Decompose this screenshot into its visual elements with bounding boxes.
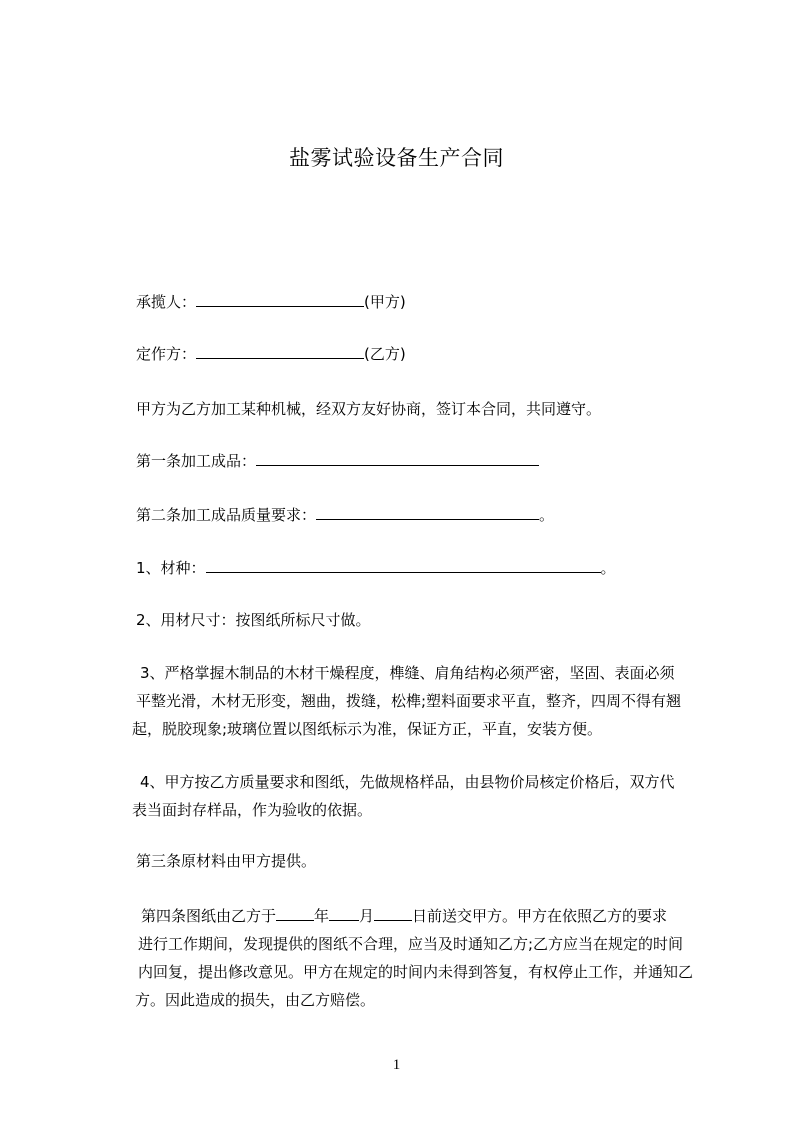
item3-paragraph [132, 659, 716, 743]
item4-line1: 4、甲方按乙方质量要求和图纸，先做规格样品，由县物价局核定价格后，双方代 [140, 773, 675, 791]
contractor-label: 承揽人： [136, 293, 197, 311]
article4-year: 年 [314, 907, 330, 925]
orderer-suffix: (乙方) [364, 345, 406, 363]
intro-text: 甲方为乙方加工某种机械，经双方友好协商，签订本合同，共同遵守。 [136, 400, 602, 418]
orderer-blank [196, 344, 364, 359]
article4-line3: 内回复，提出修改意见。甲方在规定的时间内未得到答复，有权停止工作，并通知乙 [138, 963, 694, 981]
contractor-blank [196, 292, 364, 307]
item3-line3: 起，脱胶现象;玻璃位置以图纸标示为准，保证方正，平直，安装方便。 [132, 720, 603, 738]
item3-line2: 平整光滑，木材无形变，翘曲，拨缝，松榫;塑料面要求平直，整齐，四周不得有翘 [136, 692, 682, 710]
article2-suffix: 。 [539, 506, 555, 524]
article4-month: 月 [359, 907, 375, 925]
item1-label: 1、材种： [136, 559, 206, 577]
item1-blank [206, 558, 601, 573]
item1-line [136, 557, 616, 579]
contractor-line [136, 291, 406, 313]
item4-line2: 表当面封存样品，作为验收的依据。 [132, 801, 373, 819]
article4-line4: 方。因此造成的损失，由乙方赔偿。 [135, 991, 376, 1009]
orderer-line [136, 343, 406, 365]
article4-day-blank [374, 906, 412, 921]
article4-paragraph [136, 902, 716, 1014]
article2-label: 第二条加工成品质量要求： [136, 506, 317, 524]
item2-text: 2、用材尺寸：按图纸所标尺寸做。 [136, 611, 371, 629]
article4-day-rest: 日前送交甲方。甲方在依照乙方的要求 [412, 907, 668, 925]
item3-line1: 3、严格掌握木制品的木材干燥程度，榫缝、肩角结构必须严密，坚固、表面必须 [140, 664, 675, 682]
article1-line [136, 450, 539, 472]
orderer-label: 定作方： [136, 345, 197, 363]
contract-title: 盐雾试验设备生产合同 [289, 146, 504, 170]
article3-text: 第三条原材料由甲方提供。 [136, 852, 317, 870]
article2-line [136, 504, 554, 526]
article1-blank [256, 451, 539, 466]
article4-line1 [136, 902, 716, 930]
page-number: 1 [392, 1057, 401, 1073]
article4-line2: 进行工作期间，发现提供的图纸不合理，应当及时通知乙方;乙方应当在规定的时间 [138, 935, 684, 953]
article2-blank [316, 505, 539, 520]
item1-suffix: 。 [600, 559, 616, 577]
article1-label: 第一条加工成品： [136, 452, 257, 470]
article4-year-blank [276, 906, 314, 921]
item4-paragraph [132, 768, 716, 824]
article4-month-blank [329, 906, 359, 921]
contractor-suffix: (甲方) [364, 293, 406, 311]
article4-prefix: 第四条图纸由乙方于 [141, 907, 277, 925]
